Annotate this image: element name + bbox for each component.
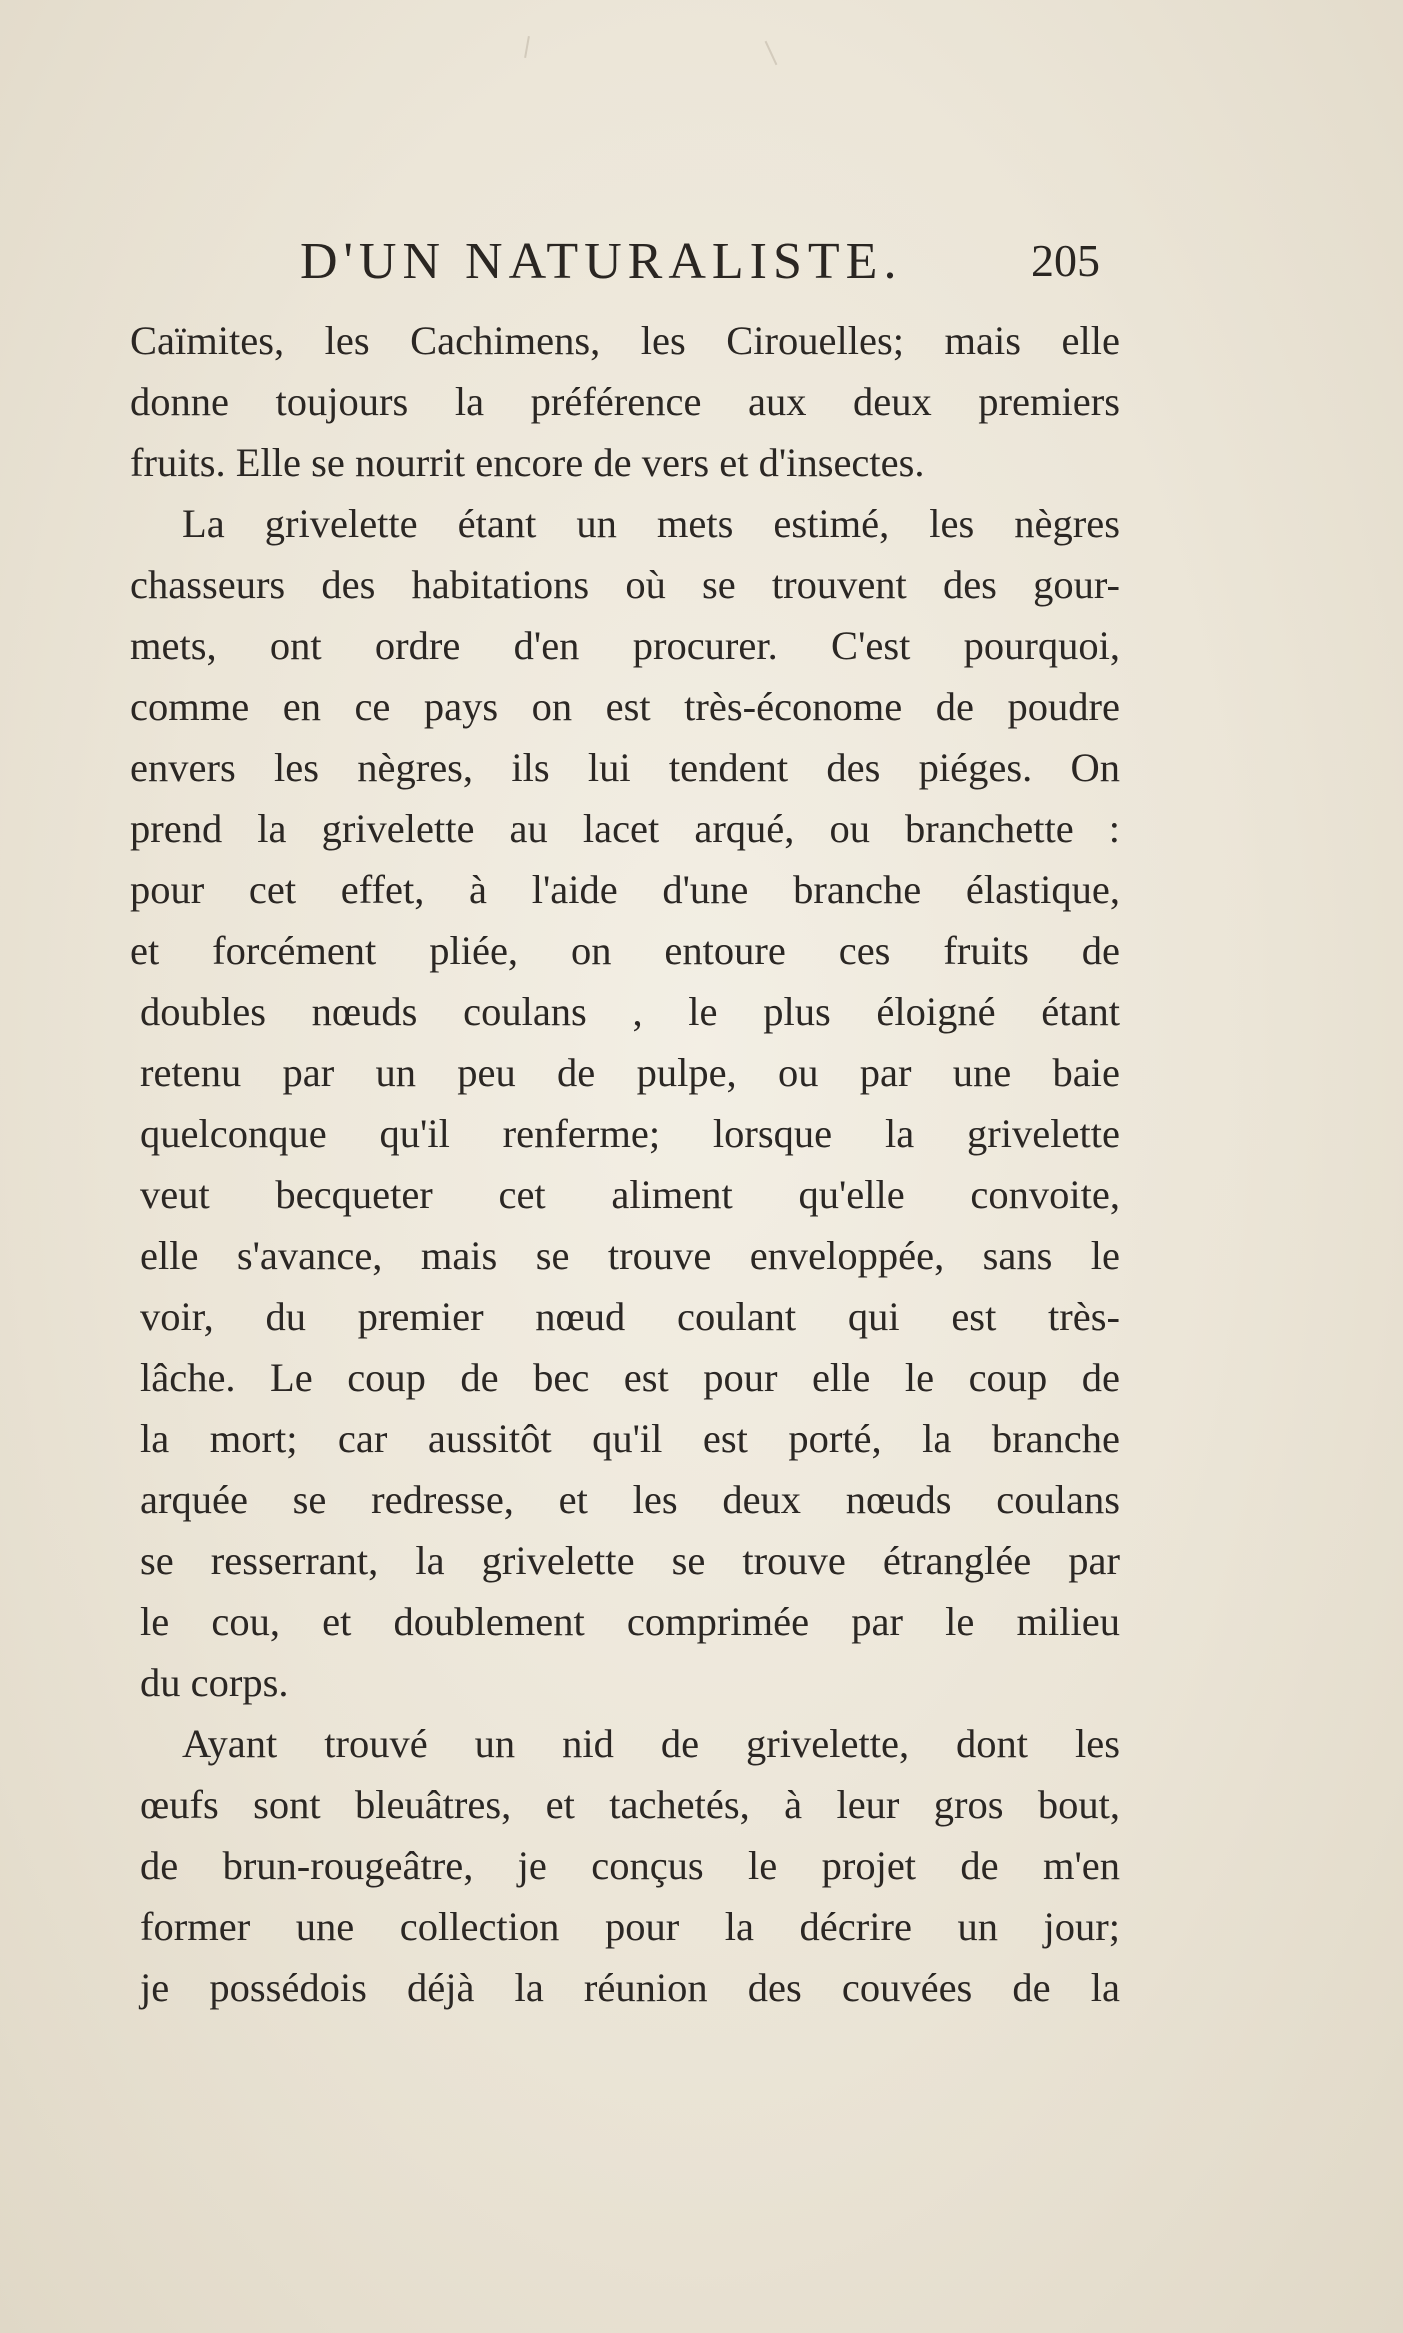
text-line: pour cet effet, à l'aide d'une branche élastique, bbox=[130, 867, 1120, 912]
text-line: lâche. Le coup de bec est pour elle le coup de bbox=[140, 1355, 1120, 1400]
text-line: se resserrant, la grivelette se trouve étranglée par bbox=[140, 1538, 1120, 1583]
text-line: Caïmites, les Cachimens, les Cirouelles; mais elle bbox=[130, 318, 1120, 363]
text-line: mets, ont ordre d'en procurer. C'est pourquoi, bbox=[130, 623, 1120, 668]
text-line: doubles nœuds coulans , le plus éloigné étant bbox=[140, 989, 1120, 1034]
paper-mark bbox=[765, 41, 778, 65]
text-line: Ayant trouvé un nid de grivelette, dont les bbox=[182, 1721, 1120, 1766]
text-line: la mort; car aussitôt qu'il est porté, la branche bbox=[140, 1416, 1120, 1461]
text-line: former une collection pour la décrire un jour; bbox=[140, 1904, 1120, 1949]
text-line: comme en ce pays on est très-économe de poudre bbox=[130, 684, 1120, 729]
text-line: envers les nègres, ils lui tendent des piéges. On bbox=[130, 745, 1120, 790]
text-line: chasseurs des habitations où se trouvent des gour- bbox=[130, 562, 1120, 607]
text-line: quelconque qu'il renferme; lorsque la grivelette bbox=[140, 1111, 1120, 1156]
text-line: du corps. bbox=[140, 1660, 289, 1705]
page-number: 205 bbox=[1031, 235, 1100, 286]
body-text bbox=[130, 310, 1120, 2018]
text-line: veut becqueter cet aliment qu'elle convoite, bbox=[140, 1172, 1120, 1217]
text-line: voir, du premier nœud coulant qui est très- bbox=[140, 1294, 1120, 1339]
text-line: je possédois déjà la réunion des couvées de la bbox=[140, 1965, 1120, 2010]
text-line: retenu par un peu de pulpe, ou par une baie bbox=[140, 1050, 1120, 1095]
text-line: prend la grivelette au lacet arqué, ou branchette : bbox=[130, 806, 1120, 851]
text-line: et forcément pliée, on entoure ces fruits de bbox=[130, 928, 1120, 973]
text-line: fruits. Elle se nourrit encore de vers et d'insectes. bbox=[130, 440, 925, 485]
text-line: donne toujours la préférence aux deux premiers bbox=[130, 379, 1120, 424]
text-line: elle s'avance, mais se trouve enveloppée, sans le bbox=[140, 1233, 1120, 1278]
paper-mark bbox=[524, 36, 530, 58]
text-line: œufs sont bleuâtres, et tachetés, à leur gros bout, bbox=[140, 1782, 1120, 1827]
text-line: de brun-rougeâtre, je conçus le projet de m'en bbox=[140, 1843, 1120, 1888]
running-head bbox=[300, 232, 1100, 302]
text-line: le cou, et doublement comprimée par le milieu bbox=[140, 1599, 1120, 1644]
text-line: La grivelette étant un mets estimé, les nègres bbox=[182, 501, 1120, 546]
text-line: arquée se redresse, et les deux nœuds coulans bbox=[140, 1477, 1120, 1522]
running-head-title: D'UN NATURALISTE. bbox=[300, 233, 903, 290]
